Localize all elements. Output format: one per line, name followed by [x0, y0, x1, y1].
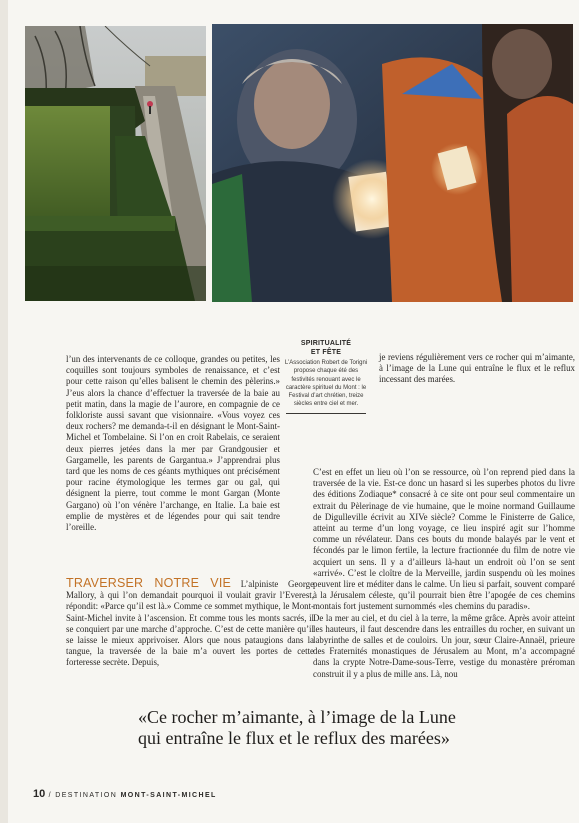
pullquote-line-1: «Ce rocher m’aimante, à l’image de la Lune	[138, 707, 456, 727]
right-column-lower	[313, 467, 575, 680]
left-paragraph-2: L’alpiniste George Mallory, à qui l’on demandait pourquoi il voulait gravir l’Everest, répondit: «Parce qu’il est là.» Comme ce sommet mythique, le Mont-Saint-Michel invite à l’ascension. Et comme tous les monts sacrés, il se conquiert par une marche d’approche. C’est de cette manière qu’il se laisse le mieux apprivoiser. Alors que nous pataugions dans la tangue, la traversée de la baie m’a ouvert les portes de cette forteresse secrète. Depuis,	[66, 579, 315, 668]
right-paragraph-2: C’est en effet un lieu où l’on se ressource, où l’on reprend pied dans la traversée de la vie. Est-ce donc un hasard si les superbes photos du livre des éditions Zodiaque* consacré à ce site ont pour seul commentaire un extrait du Pèlerinage de vie humaine, que le moine normand Guillaume de Digulleville écrivit au XIVe siècle? Comme le Finisterre de Galice, atteint au terme d’un long voyage, ce lieu inspiré agit sur l’homme comme un révélateur. Dans ces bouts du monde balayés par le vent et fécondés par le limon fertile, la lecture fractionnée du film de notre vie acquiert un sens. Il y a d’ailleurs là-haut un endroit où l’on se sent «arrivé». C’est le cloître de la Merveille, jardin suspendu où les moines peuvent lire et méditer dans le calme. Un lieu si parfait, souvent comparé à la Jérusalem céleste, qu’il pourrait bien être l’apogée de ces chemins montais fort justement surnommés «les chemins du paradis».	[313, 467, 575, 612]
magazine-name: / DESTINATION	[45, 792, 121, 799]
section-heading: TRAVERSER NOTRE VIE	[66, 576, 232, 590]
page-footer	[33, 788, 217, 800]
caption-body: L’Association Robert de Torigni propose chaque été des festivités renouant avec le caractère spirituel du Mont : le Festival d’art chrétien, treize siècles entre ciel et mer.	[284, 360, 368, 408]
left-paragraph-2-wrapper	[66, 578, 314, 669]
magazine-title: MONT-SAINT-MICHEL	[120, 792, 217, 799]
page-number: 10	[33, 788, 46, 800]
pullquote	[138, 707, 528, 749]
right-paragraph-3: De la mer au ciel, et du ciel à la terre, la même grâce. Après avoir atteint les hauteurs, il faut descendre dans les entrailles du rocher, en suivant un labyrinthe de salles et de couloirs. Un jour, sœur Claire-Annaël, prieure des Fraternités monastiques de Jérusalem au Mont, m’a accompagné dans la crypte Notre-Dame-sous-Terre, vestige du monastère préroman construit il y a plus de mille ans. Là, nou	[313, 612, 575, 679]
left-column-section	[66, 578, 314, 669]
left-column	[66, 354, 280, 533]
caption-rule	[286, 413, 366, 414]
right-column	[379, 352, 575, 386]
festival-photo	[212, 24, 573, 302]
pullquote-line-2: qui entraîne le flux et le reflux des marées»	[138, 728, 450, 748]
garden-photo	[25, 26, 206, 301]
caption-title-line1: SPIRITUALITÉ	[300, 340, 352, 347]
scan-border	[0, 0, 8, 823]
caption-title-line2: ET FÊTE	[310, 349, 342, 356]
photo-caption	[283, 339, 369, 417]
left-paragraph-1: l’un des intervenants de ce colloque, grandes ou petites, les coquilles sont toujours symboles de renaissance, et c’est pour cette raison qu’elles balisent le chemin des pèlerins.» J’eus alors la chance d’effectuer la traversée de la baie au petit matin, dans la magie de l’aurore, en compagnie de ce folkloriste aussi savant que visionnaire. «Vous voyez ces deux rochers? me demanda-t-il en désignant le Mont-Saint-Michel et Tombelaine. Si l’on en croit Rabelais, ce seraient deux pierres jetées dans la mer par Grandgousier et Gargamelle, les parents de Gargantua.» J’apprendrai plus tard que les noms de ces géants mythiques ont précisément pour racine étymologique les termes gar ou gal, qui désignent la pierre, tout comme le mont Gargan (Monte Gargano) où l’on vénère l’archange, en Italie. La baie est emplie de mystères et de légendes pour qui sait tendre l’oreille.	[66, 354, 280, 533]
right-paragraph-1: je reviens régulièrement vers ce rocher qui m’aimante, à l’image de la Lune qui entraîne le flux et le reflux incessant des marées.	[379, 352, 575, 385]
